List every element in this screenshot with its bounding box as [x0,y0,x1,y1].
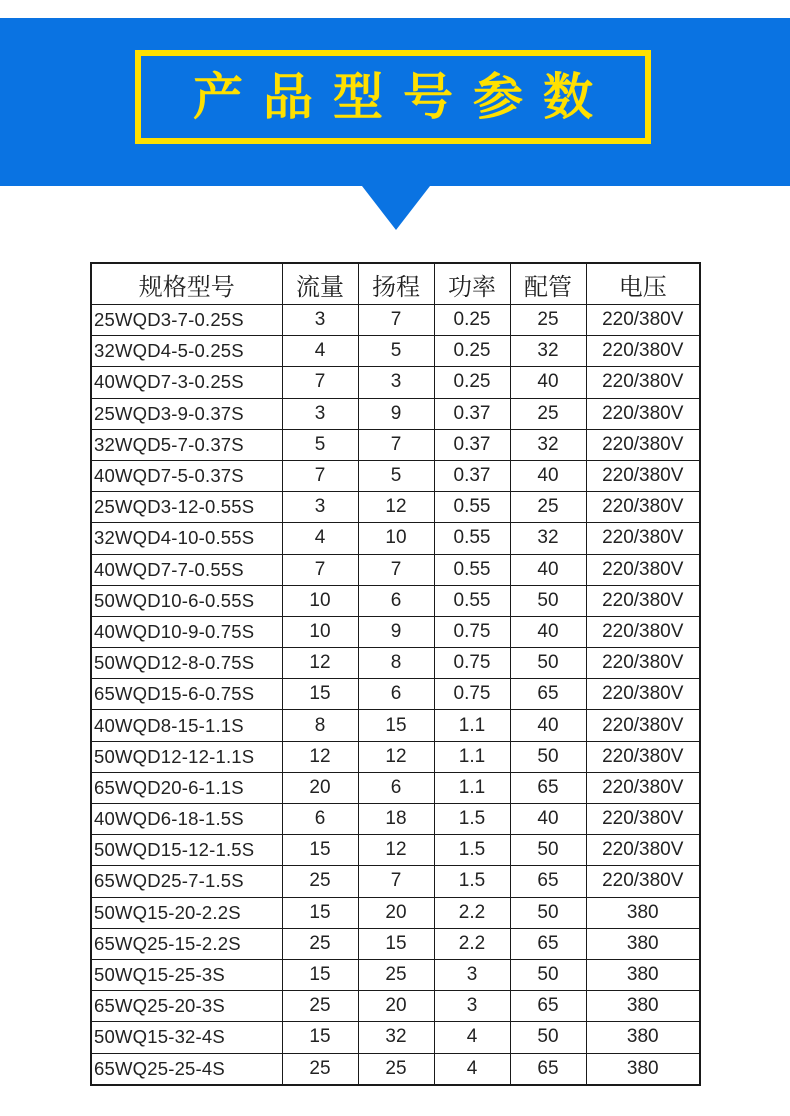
cell-pipe: 50 [510,585,586,616]
cell-power: 0.25 [434,305,510,336]
header-model: 规格型号 [91,263,282,305]
cell-voltage: 220/380V [586,336,700,367]
cell-flow: 25 [282,866,358,897]
cell-model: 50WQD12-8-0.75S [91,648,282,679]
cell-flow: 15 [282,835,358,866]
cell-flow: 4 [282,336,358,367]
cell-power: 4 [434,1022,510,1053]
cell-voltage: 220/380V [586,585,700,616]
table-row [91,367,700,398]
cell-head: 20 [358,897,434,928]
cell-model: 65WQD15-6-0.75S [91,679,282,710]
cell-pipe: 40 [510,554,586,585]
cell-pipe: 50 [510,741,586,772]
cell-voltage: 380 [586,928,700,959]
table-row [91,804,700,835]
header-head: 扬程 [358,263,434,305]
cell-head: 5 [358,460,434,491]
cell-head: 5 [358,336,434,367]
cell-pipe: 50 [510,897,586,928]
cell-pipe: 40 [510,460,586,491]
cell-head: 15 [358,710,434,741]
cell-model: 25WQD3-9-0.37S [91,398,282,429]
cell-power: 1.5 [434,835,510,866]
cell-power: 0.55 [434,523,510,554]
table-row [91,398,700,429]
cell-voltage: 220/380V [586,367,700,398]
cell-voltage: 380 [586,991,700,1022]
table-row [91,585,700,616]
cell-head: 6 [358,679,434,710]
table-row [91,897,700,928]
cell-head: 7 [358,554,434,585]
cell-head: 25 [358,959,434,990]
table-row [91,1022,700,1053]
cell-pipe: 40 [510,616,586,647]
table-row [91,305,700,336]
cell-power: 1.5 [434,804,510,835]
cell-flow: 12 [282,741,358,772]
cell-head: 12 [358,741,434,772]
cell-pipe: 32 [510,429,586,460]
cell-head: 12 [358,492,434,523]
cell-pipe: 50 [510,1022,586,1053]
cell-head: 9 [358,616,434,647]
cell-flow: 7 [282,367,358,398]
cell-voltage: 220/380V [586,866,700,897]
cell-flow: 7 [282,460,358,491]
cell-voltage: 220/380V [586,429,700,460]
cell-model: 40WQD7-7-0.55S [91,554,282,585]
cell-power: 1.1 [434,772,510,803]
cell-head: 9 [358,398,434,429]
cell-model: 32WQD5-7-0.37S [91,429,282,460]
cell-pipe: 32 [510,336,586,367]
cell-head: 20 [358,991,434,1022]
cell-voltage: 220/380V [586,804,700,835]
cell-model: 40WQD10-9-0.75S [91,616,282,647]
cell-model: 65WQ25-20-3S [91,991,282,1022]
table-row [91,866,700,897]
cell-model: 65WQD20-6-1.1S [91,772,282,803]
cell-voltage: 380 [586,959,700,990]
table-row [91,429,700,460]
cell-power: 4 [434,1053,510,1085]
cell-flow: 15 [282,897,358,928]
table-header-row [91,263,700,305]
table-row [91,928,700,959]
cell-pipe: 65 [510,1053,586,1085]
cell-pipe: 65 [510,866,586,897]
cell-power: 0.55 [434,585,510,616]
table-row [91,741,700,772]
title-frame [135,50,651,144]
cell-flow: 5 [282,429,358,460]
cell-flow: 20 [282,772,358,803]
cell-pipe: 65 [510,679,586,710]
table-row [91,492,700,523]
table-row [91,554,700,585]
cell-power: 3 [434,959,510,990]
table-row [91,648,700,679]
cell-power: 0.37 [434,429,510,460]
cell-flow: 15 [282,1022,358,1053]
cell-power: 0.25 [434,367,510,398]
cell-flow: 12 [282,648,358,679]
spec-table [90,262,701,1086]
cell-model: 50WQ15-25-3S [91,959,282,990]
cell-power: 0.25 [434,336,510,367]
cell-model: 50WQ15-20-2.2S [91,897,282,928]
cell-flow: 25 [282,928,358,959]
header-voltage: 电压 [586,263,700,305]
cell-power: 0.37 [434,398,510,429]
cell-head: 7 [358,866,434,897]
cell-voltage: 220/380V [586,679,700,710]
cell-model: 65WQD25-7-1.5S [91,866,282,897]
cell-head: 7 [358,429,434,460]
cell-voltage: 220/380V [586,616,700,647]
cell-voltage: 220/380V [586,741,700,772]
header-power: 功率 [434,263,510,305]
table-row [91,1053,700,1085]
cell-model: 25WQD3-7-0.25S [91,305,282,336]
table-row [91,679,700,710]
table-row [91,616,700,647]
cell-flow: 4 [282,523,358,554]
cell-head: 12 [358,835,434,866]
cell-pipe: 65 [510,928,586,959]
cell-pipe: 40 [510,804,586,835]
cell-power: 0.75 [434,679,510,710]
cell-model: 65WQ25-25-4S [91,1053,282,1085]
table-row [91,336,700,367]
header-flow: 流量 [282,263,358,305]
cell-pipe: 25 [510,305,586,336]
cell-flow: 3 [282,492,358,523]
cell-head: 32 [358,1022,434,1053]
banner-pointer [362,186,430,230]
header-pipe: 配管 [510,263,586,305]
cell-voltage: 220/380V [586,523,700,554]
table-row [91,460,700,491]
cell-power: 0.75 [434,648,510,679]
cell-pipe: 50 [510,648,586,679]
cell-flow: 3 [282,398,358,429]
cell-voltage: 220/380V [586,492,700,523]
cell-flow: 10 [282,585,358,616]
cell-head: 6 [358,772,434,803]
cell-flow: 25 [282,1053,358,1085]
cell-pipe: 65 [510,772,586,803]
cell-model: 50WQD12-12-1.1S [91,741,282,772]
cell-voltage: 220/380V [586,554,700,585]
table-row [91,523,700,554]
page-title: 产品型号参数 [193,68,613,126]
cell-flow: 25 [282,991,358,1022]
cell-model: 50WQD15-12-1.5S [91,835,282,866]
cell-flow: 15 [282,959,358,990]
cell-power: 0.75 [434,616,510,647]
table-body [91,305,700,1085]
cell-pipe: 40 [510,710,586,741]
cell-model: 50WQ15-32-4S [91,1022,282,1053]
cell-voltage: 380 [586,1053,700,1085]
table-row [91,959,700,990]
cell-head: 15 [358,928,434,959]
cell-power: 3 [434,991,510,1022]
cell-voltage: 220/380V [586,710,700,741]
cell-pipe: 50 [510,959,586,990]
cell-flow: 15 [282,679,358,710]
cell-model: 65WQ25-15-2.2S [91,928,282,959]
cell-model: 25WQD3-12-0.55S [91,492,282,523]
cell-flow: 7 [282,554,358,585]
cell-pipe: 65 [510,991,586,1022]
cell-model: 40WQD8-15-1.1S [91,710,282,741]
cell-head: 18 [358,804,434,835]
cell-power: 2.2 [434,928,510,959]
cell-power: 0.55 [434,554,510,585]
cell-voltage: 220/380V [586,648,700,679]
cell-model: 40WQD6-18-1.5S [91,804,282,835]
table-row [91,835,700,866]
cell-voltage: 220/380V [586,772,700,803]
cell-voltage: 380 [586,897,700,928]
cell-flow: 10 [282,616,358,647]
cell-power: 1.5 [434,866,510,897]
cell-head: 3 [358,367,434,398]
cell-power: 1.1 [434,741,510,772]
cell-flow: 6 [282,804,358,835]
cell-pipe: 50 [510,835,586,866]
cell-pipe: 32 [510,523,586,554]
cell-power: 0.55 [434,492,510,523]
cell-voltage: 380 [586,1022,700,1053]
cell-power: 0.37 [434,460,510,491]
cell-head: 25 [358,1053,434,1085]
cell-pipe: 25 [510,492,586,523]
cell-flow: 8 [282,710,358,741]
cell-model: 32WQD4-10-0.55S [91,523,282,554]
table-row [91,710,700,741]
cell-voltage: 220/380V [586,305,700,336]
cell-pipe: 40 [510,367,586,398]
cell-voltage: 220/380V [586,460,700,491]
cell-model: 40WQD7-5-0.37S [91,460,282,491]
cell-model: 32WQD4-5-0.25S [91,336,282,367]
cell-head: 6 [358,585,434,616]
table-row [91,772,700,803]
cell-model: 50WQD10-6-0.55S [91,585,282,616]
cell-head: 7 [358,305,434,336]
cell-head: 8 [358,648,434,679]
cell-head: 10 [358,523,434,554]
table-row [91,991,700,1022]
cell-voltage: 220/380V [586,835,700,866]
cell-voltage: 220/380V [586,398,700,429]
cell-model: 40WQD7-3-0.25S [91,367,282,398]
cell-power: 2.2 [434,897,510,928]
cell-power: 1.1 [434,710,510,741]
cell-flow: 3 [282,305,358,336]
cell-pipe: 25 [510,398,586,429]
